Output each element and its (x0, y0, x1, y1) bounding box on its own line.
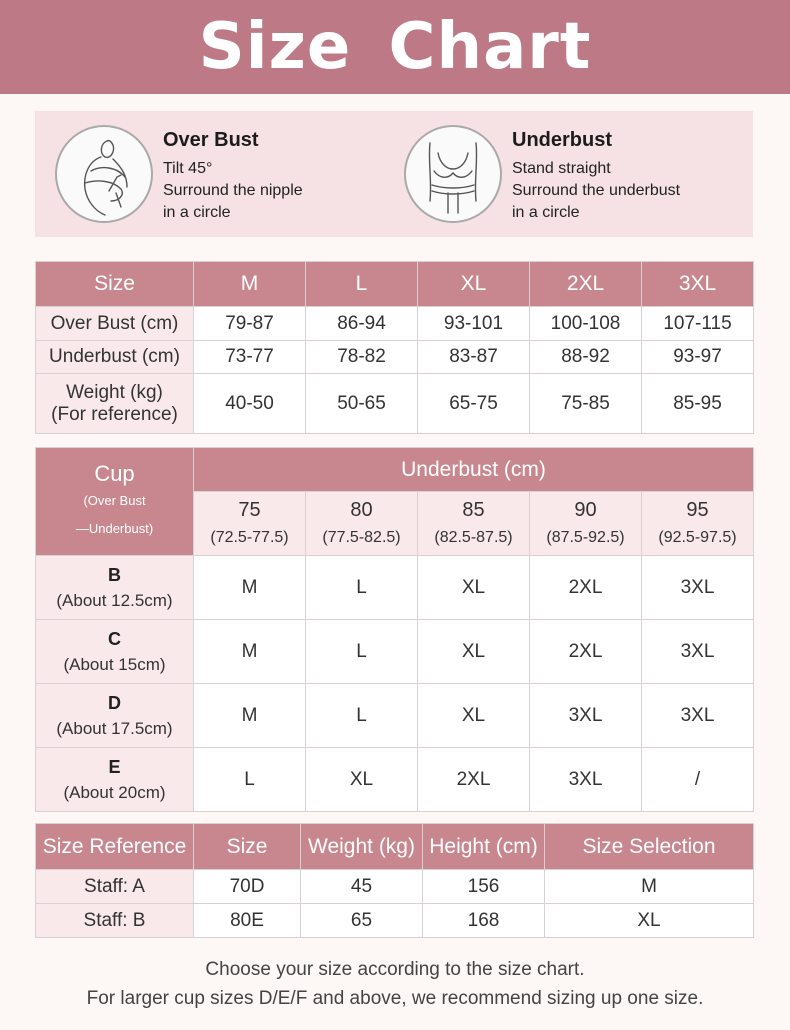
table-cell: 168 (423, 904, 545, 938)
over-bust-title: Over Bust (163, 129, 259, 151)
table-cell: 100-108 (530, 307, 642, 341)
table-cell: 3XL (642, 684, 754, 748)
cup-row-label: D (About 17.5cm) (36, 684, 194, 748)
table-cell: 80E (194, 904, 301, 938)
table-cell: 3XL (642, 556, 754, 620)
page-title: Size Chart (198, 10, 592, 84)
table-cell: 93-101 (418, 307, 530, 341)
size-header: L (306, 262, 418, 307)
row-label (36, 374, 194, 434)
table-row (36, 374, 754, 434)
table-cell: 2XL (418, 748, 530, 812)
over-bust-line: Surround the nipple (163, 182, 303, 199)
table-cell: 86-94 (306, 307, 418, 341)
table-cell: 45 (301, 870, 423, 904)
size-header: 2XL (530, 262, 642, 307)
table-cell: 107-115 (642, 307, 754, 341)
underbust-line: in a circle (512, 204, 580, 221)
table-cell: M (194, 620, 306, 684)
table-row (36, 870, 754, 904)
over-bust-measure-icon (55, 125, 153, 223)
table-cell: 88-92 (530, 341, 642, 374)
table-cell: 156 (423, 870, 545, 904)
cup-table (35, 447, 754, 812)
title-banner (0, 0, 790, 94)
measurement-guide (35, 111, 753, 237)
staff-label: Staff: B (36, 904, 194, 938)
table-cell: 78-82 (306, 341, 418, 374)
table-cell: XL (418, 684, 530, 748)
table-cell: M (545, 870, 754, 904)
table-cell: 65-75 (418, 374, 530, 434)
size-header: 3XL (642, 262, 754, 307)
table-cell: 2XL (530, 620, 642, 684)
table-cell: 3XL (530, 748, 642, 812)
underbust-title: Underbust (512, 129, 612, 151)
table-cell: 3XL (530, 684, 642, 748)
row-label: Underbust (cm) (36, 341, 194, 374)
table-cell: XL (545, 904, 754, 938)
table-cell: 93-97 (642, 341, 754, 374)
size-reference-table (35, 823, 754, 938)
size-header: Size (36, 262, 194, 307)
table-cell: 65 (301, 904, 423, 938)
table-cell: 75-85 (530, 374, 642, 434)
table-row (36, 307, 754, 341)
underbust-column: 95 (92.5-97.5) (642, 492, 754, 556)
reference-header: Weight (kg) (301, 824, 423, 870)
table-cell: L (306, 620, 418, 684)
reference-header: Size (194, 824, 301, 870)
table-cell: 73-77 (194, 341, 306, 374)
over-bust-guide (55, 125, 303, 224)
staff-label: Staff: A (36, 870, 194, 904)
row-label: Over Bust (cm) (36, 307, 194, 341)
underbust-line: Stand straight (512, 160, 611, 177)
table-cell: XL (306, 748, 418, 812)
table-cell: M (194, 684, 306, 748)
weight-note: (For reference) (51, 403, 178, 425)
size-table (35, 261, 754, 434)
table-cell: 85-95 (642, 374, 754, 434)
table-cell: L (306, 684, 418, 748)
reference-header: Size Selection (545, 824, 754, 870)
table-cell: XL (418, 620, 530, 684)
underbust-column: 80 (77.5-82.5) (306, 492, 418, 556)
table-cell: / (642, 748, 754, 812)
underbust-guide (404, 125, 680, 224)
cup-header (36, 448, 194, 556)
table-cell: 3XL (642, 620, 754, 684)
over-bust-line: in a circle (163, 204, 231, 221)
weight-label: Weight (kg) (66, 381, 163, 403)
size-note: For larger cup sizes D/E/F and above, we recommend sizing up one size. (86, 988, 704, 1009)
reference-header: Height (cm) (423, 824, 545, 870)
table-cell: L (194, 748, 306, 812)
table-row (36, 556, 754, 620)
underbust-column: 85 (82.5-87.5) (418, 492, 530, 556)
table-cell: 50-65 (306, 374, 418, 434)
table-cell: 2XL (530, 556, 642, 620)
table-row (36, 620, 754, 684)
table-cell: 70D (194, 870, 301, 904)
underbust-column: 75 (72.5-77.5) (194, 492, 306, 556)
table-cell: 79-87 (194, 307, 306, 341)
cup-row-label: C (About 15cm) (36, 620, 194, 684)
cup-sub-label: (Over Bust (83, 492, 146, 508)
cup-row-label: E (About 20cm) (36, 748, 194, 812)
table-cell: 40-50 (194, 374, 306, 434)
table-row (36, 748, 754, 812)
size-header: XL (418, 262, 530, 307)
underbust-measure-icon (404, 125, 502, 223)
table-row (36, 904, 754, 938)
table-cell: XL (418, 556, 530, 620)
over-bust-line: Tilt 45° (163, 160, 213, 177)
table-row (36, 341, 754, 374)
table-cell: M (194, 556, 306, 620)
cup-label: Cup (94, 460, 135, 486)
cup-sub-label: —Underbust) (75, 520, 154, 536)
cup-row-label: B (About 12.5cm) (36, 556, 194, 620)
size-note: Choose your size according to the size chart. (205, 959, 585, 980)
table-row (36, 684, 754, 748)
underbust-line: Surround the underbust (512, 182, 681, 199)
table-cell: L (306, 556, 418, 620)
underbust-header: Underbust (cm) (194, 448, 754, 492)
underbust-column: 90 (87.5-92.5) (530, 492, 642, 556)
reference-header: Size Reference (36, 824, 194, 870)
size-header: M (194, 262, 306, 307)
table-cell: 83-87 (418, 341, 530, 374)
